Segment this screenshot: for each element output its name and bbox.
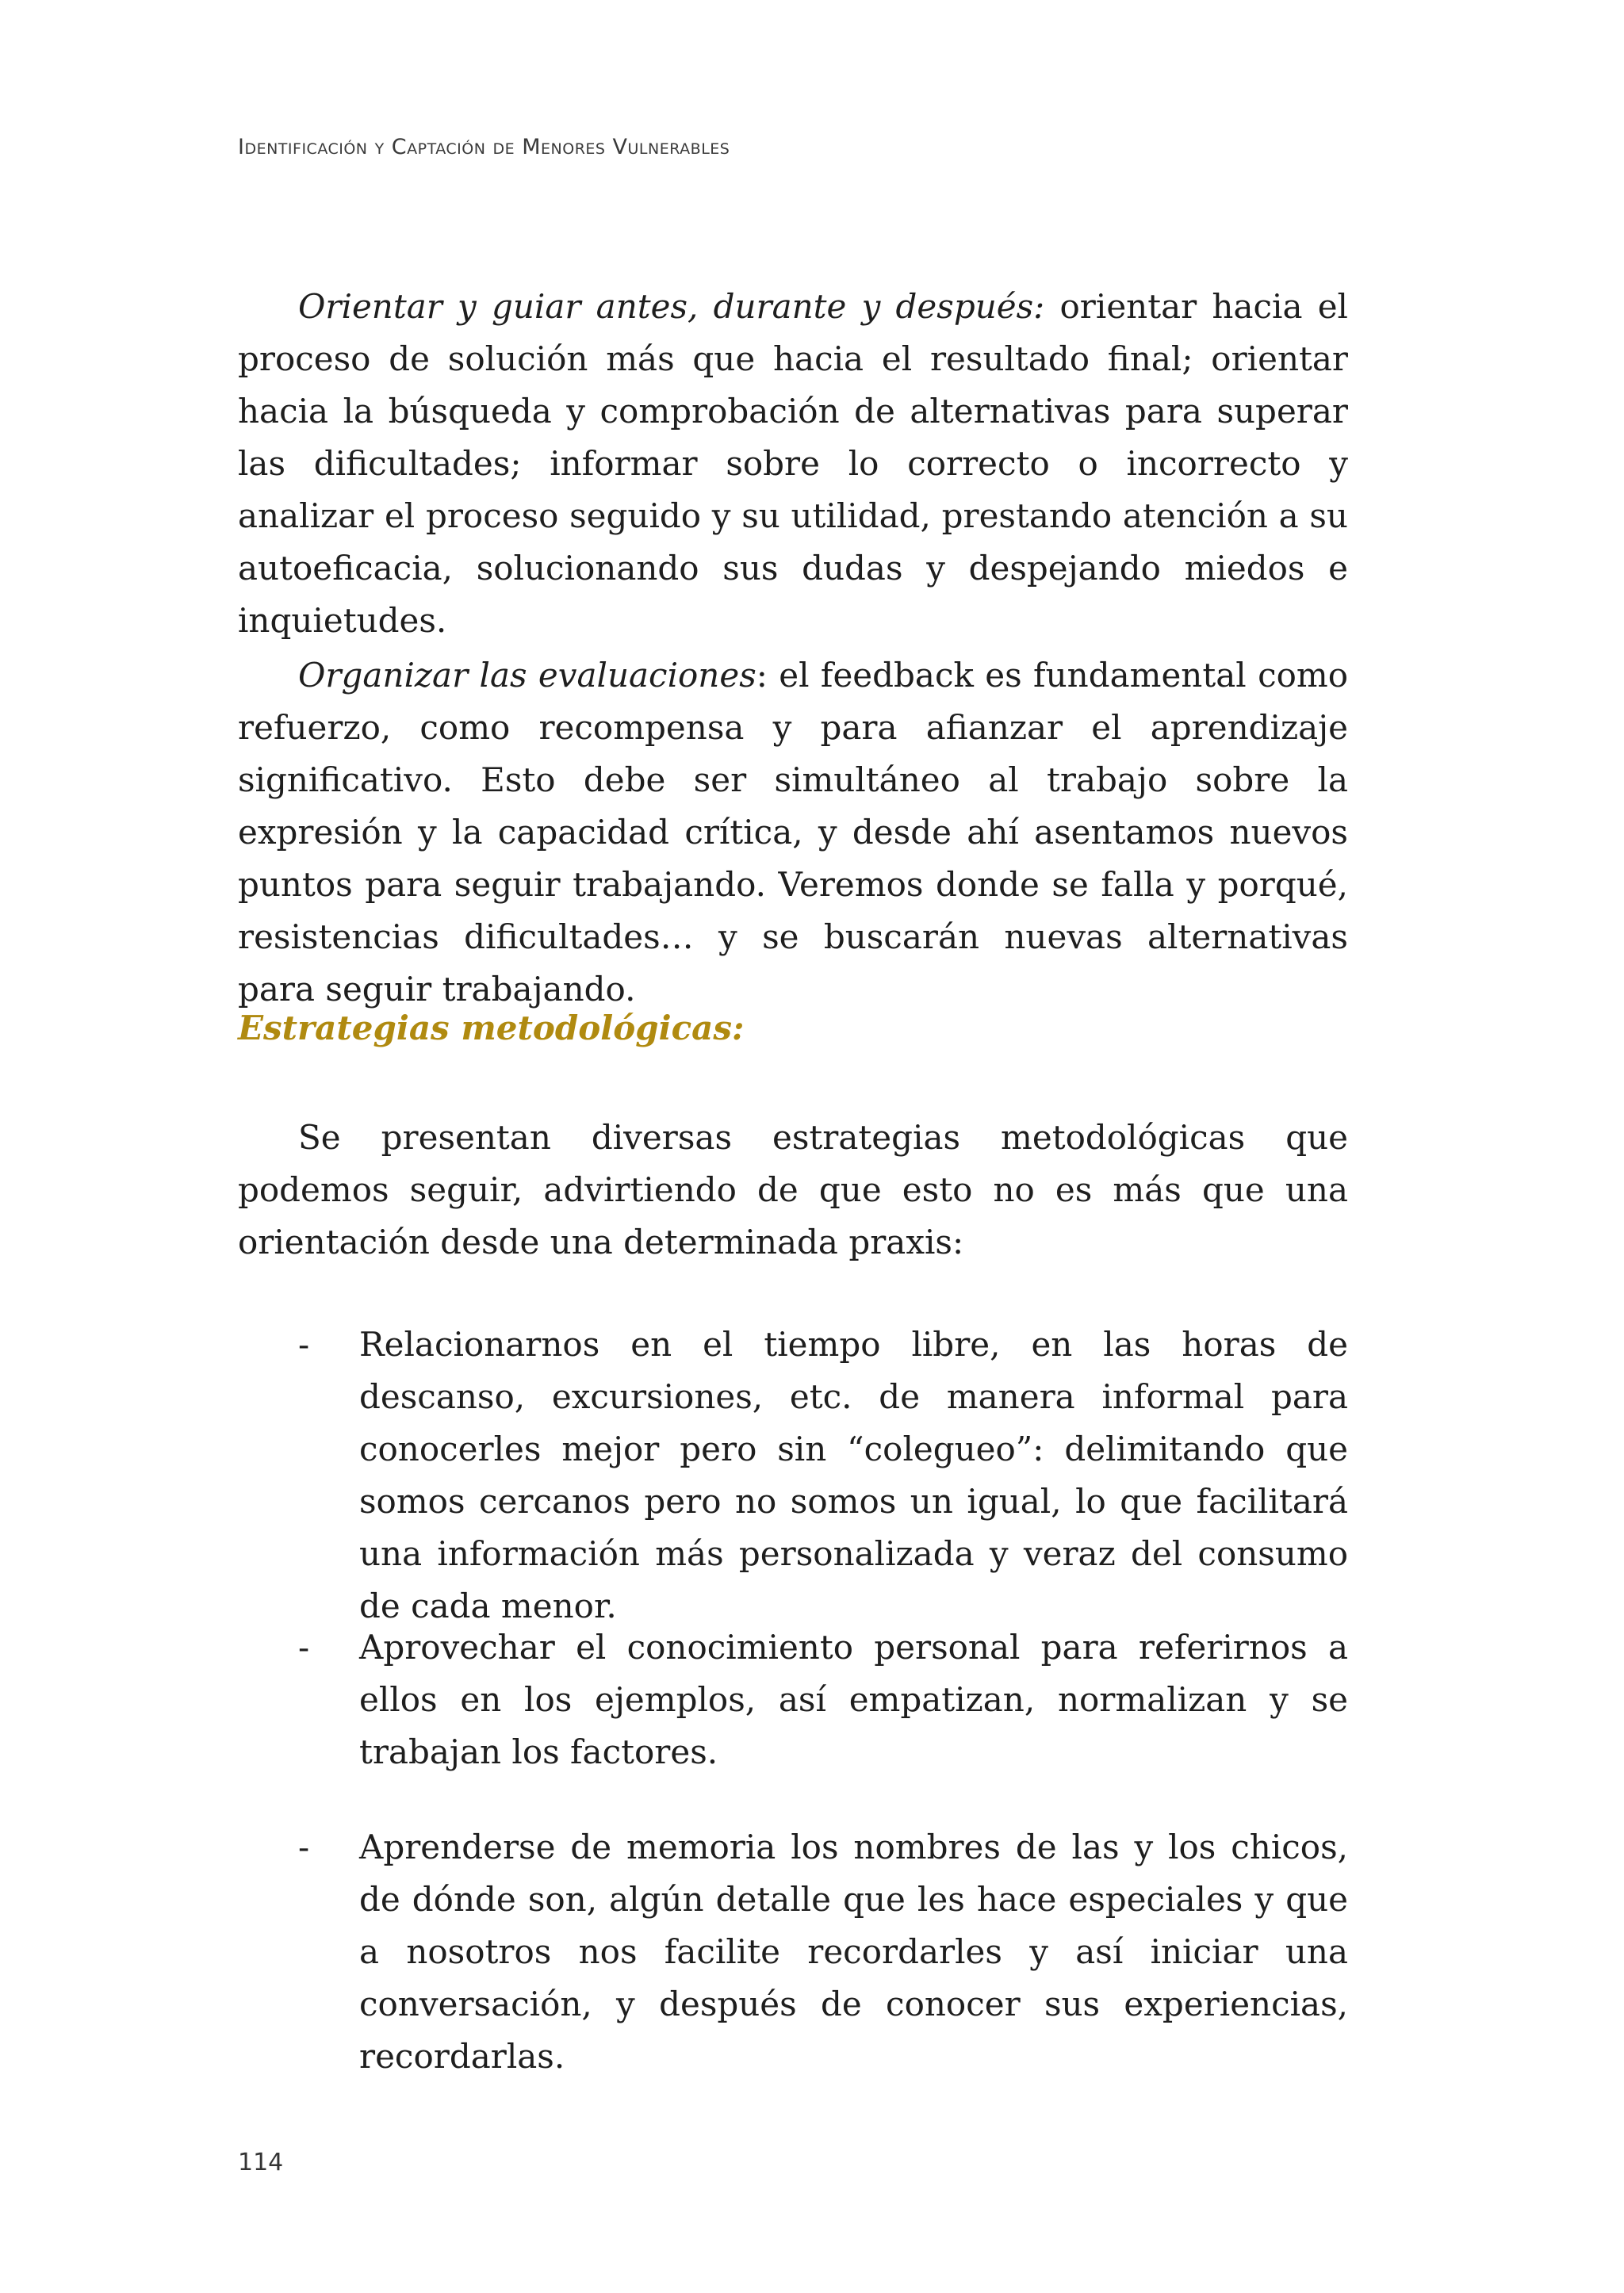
bullet-text: Aprenderse de memoria los nombres de las y los chicos, de dónde son, algún detalle que les hace especiales y que a nosotros nos facilite recordarles y así iniciar una conversación, y después de conocer sus experiencias, recordarlas. xyxy=(359,1828,1348,2076)
list-item xyxy=(238,1821,1348,2083)
list-item xyxy=(238,1621,1348,1778)
paragraph-organizar xyxy=(238,649,1348,1016)
list-item xyxy=(238,1319,1348,1633)
paragraph-lead-italic: Orientar y guiar antes, durante y después: xyxy=(298,287,1045,326)
running-header: Identificación y Captación de Menores Vulnerables xyxy=(238,135,730,159)
bullet-list-item-1 xyxy=(238,1319,1348,1633)
bullet-list-item-3 xyxy=(238,1821,1348,2083)
bullet-dash: - xyxy=(298,1325,310,1364)
bullet-text: Relacionarnos en el tiempo libre, en las horas de descanso, excursiones, etc. de manera informal para conocerles mejor pero sin “colegueo”: delimitando que somos cercanos pero no somos un igual, lo que facilitará una información más personalizada y veraz del consumo de cada menor. xyxy=(359,1325,1348,1625)
bullet-dash: - xyxy=(298,1628,310,1667)
paragraph-body: : el feedback es fundamental como refuerzo, como recompensa y para afianzar el aprendizaje significativo. Esto debe ser simultáneo al trabajo sobre la expresión y la capacidad crítica, y desde ahí asentamos nuevos puntos para seguir trabajando. Veremos donde se falla y porqué, resistencias dificultades… y se buscarán nuevas alternativas para seguir trabajando. xyxy=(238,656,1348,1009)
section-intro-text: Se presentan diversas estrategias metodológicas que podemos seguir, advirtiendo de que esto no es más que una orientación desde una determinada praxis: xyxy=(238,1118,1348,1261)
section-heading: Estrategias metodológicas: xyxy=(238,1009,745,1047)
section-intro-paragraph xyxy=(238,1112,1348,1269)
paragraph-orientar xyxy=(238,281,1348,647)
bullet-dash: - xyxy=(298,1828,310,1866)
bullet-list-item-2 xyxy=(238,1621,1348,1778)
page-number: 114 xyxy=(238,2149,284,2176)
bullet-text: Aprovechar el conocimiento personal para referirnos a ellos en los ejemplos, así empatizan, normalizan y se trabajan los factores. xyxy=(359,1628,1348,1771)
paragraph-lead-italic: Organizar las evaluaciones xyxy=(298,656,756,695)
paragraph-body: orientar hacia el proceso de solución más que hacia el resultado final; orientar hacia la búsqueda y comprobación de alternativas para superar las dificultades; informar sobre lo correcto o incorrecto y analizar el proceso seguido y su utilidad, prestando atención a su autoeficacia, solucionando sus dudas y despejando miedos e inquietudes. xyxy=(238,287,1348,640)
